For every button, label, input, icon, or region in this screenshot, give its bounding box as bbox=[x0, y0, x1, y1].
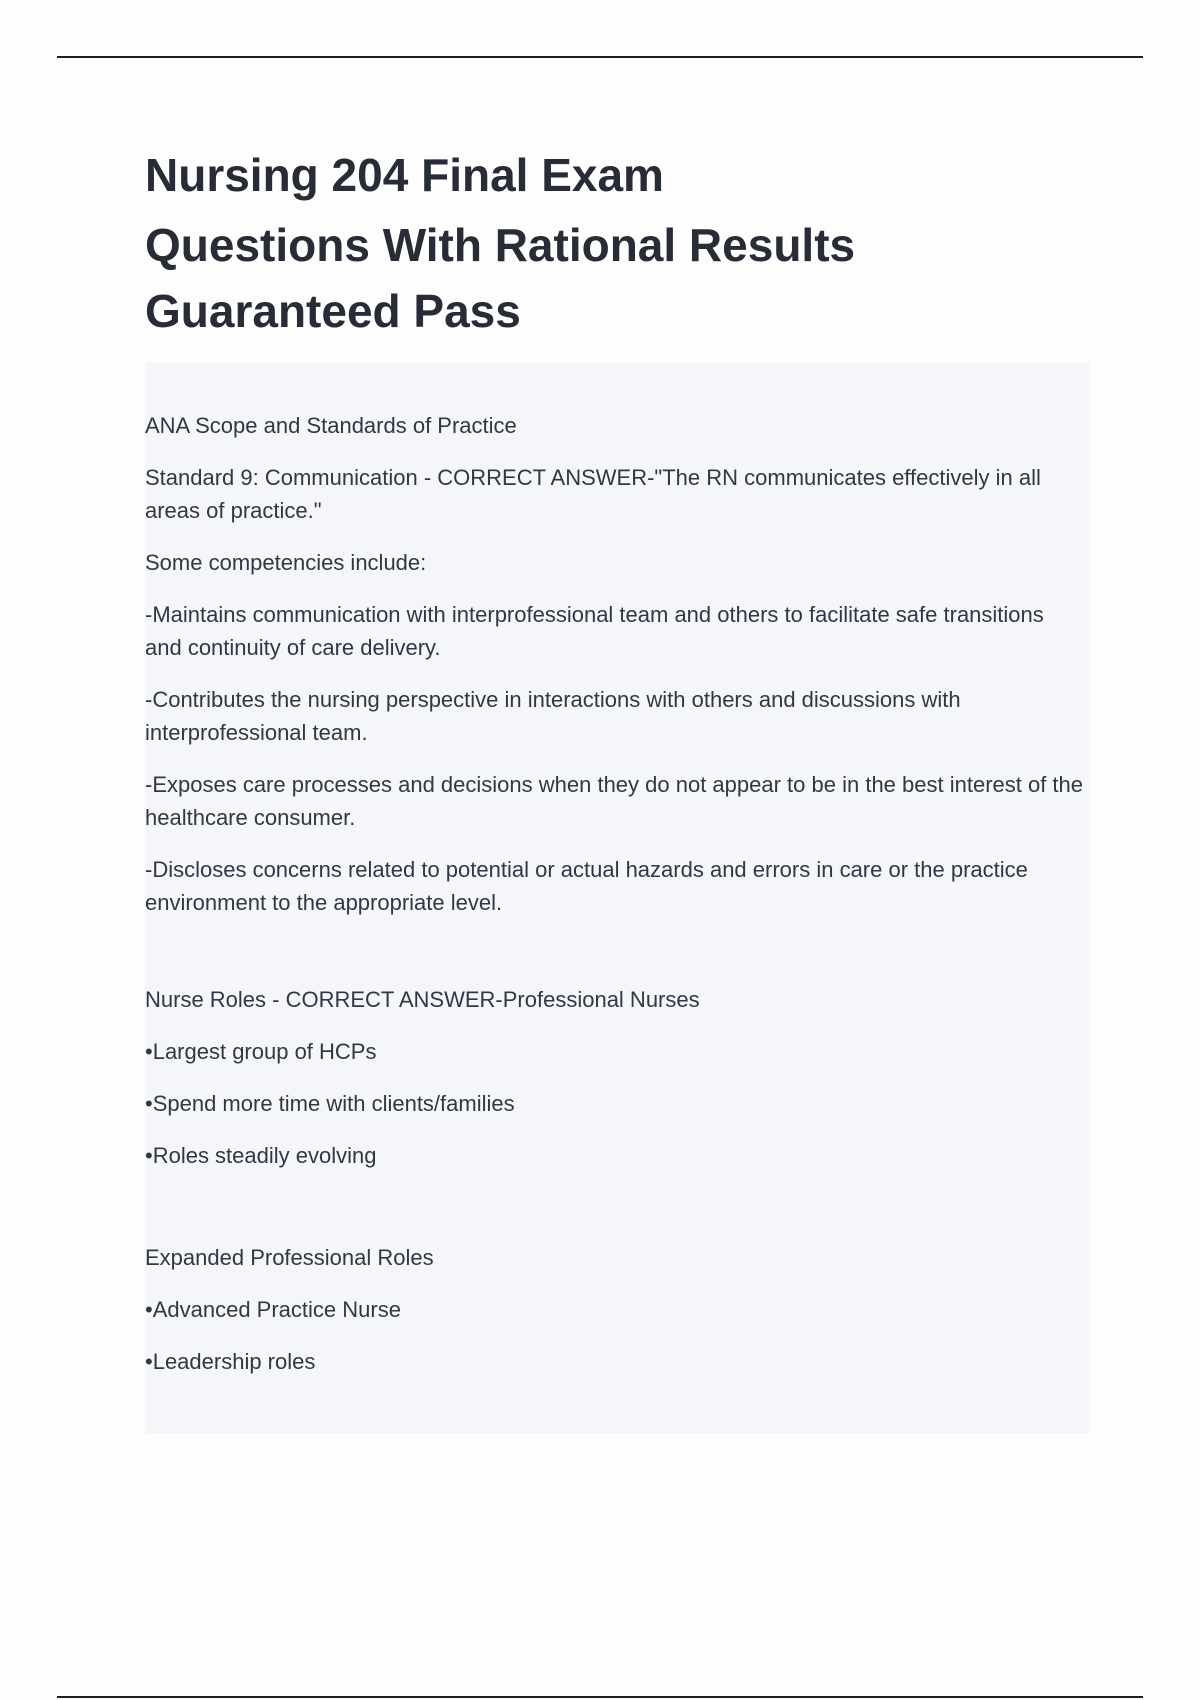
list-item: -Maintains communication with interprofessional team and others to facilitate safe transitions and continuity of care delivery. bbox=[145, 602, 1044, 660]
list-item: -Exposes care processes and decisions when they do not appear to be in the best interest of the healthcare consumer. bbox=[145, 772, 1084, 830]
content-panel bbox=[145, 363, 1089, 1433]
list-item: •Spend more time with clients/families bbox=[145, 1091, 515, 1116]
list-item: •Largest group of HCPs bbox=[145, 1039, 377, 1064]
title-line: Questions With Rational Results bbox=[145, 219, 856, 271]
section-heading: ANA Scope and Standards of Practice bbox=[145, 413, 517, 438]
title-line: Nursing 204 Final Exam bbox=[145, 149, 664, 201]
bottom-divider bbox=[57, 1696, 1143, 1698]
title-line: Guaranteed Pass bbox=[145, 285, 521, 337]
section-heading: Expanded Professional Roles bbox=[145, 1245, 434, 1270]
list-item: •Roles steadily evolving bbox=[145, 1143, 377, 1168]
section-ana-standards bbox=[145, 409, 1085, 919]
list-item: •Advanced Practice Nurse bbox=[145, 1297, 401, 1322]
section-heading: Nurse Roles - CORRECT ANSWER-Professional Nurses bbox=[145, 987, 700, 1012]
list-item: -Discloses concerns related to potential or actual hazards and errors in care or the practice environment to the appropriate level. bbox=[145, 857, 1028, 915]
list-item: •Leadership roles bbox=[145, 1349, 316, 1374]
top-divider bbox=[57, 56, 1143, 58]
section-nurse-roles bbox=[145, 983, 1085, 1172]
page-title bbox=[145, 142, 1045, 344]
intro-text: Some competencies include: bbox=[145, 550, 427, 575]
list-item: -Contributes the nursing perspective in interactions with others and discussions with interprofessional team. bbox=[145, 687, 961, 745]
question-text: Standard 9: Communication - CORRECT ANSWER-"The RN communicates effectively in all areas of practice." bbox=[145, 465, 1041, 523]
section-expanded-roles bbox=[145, 1241, 1085, 1378]
